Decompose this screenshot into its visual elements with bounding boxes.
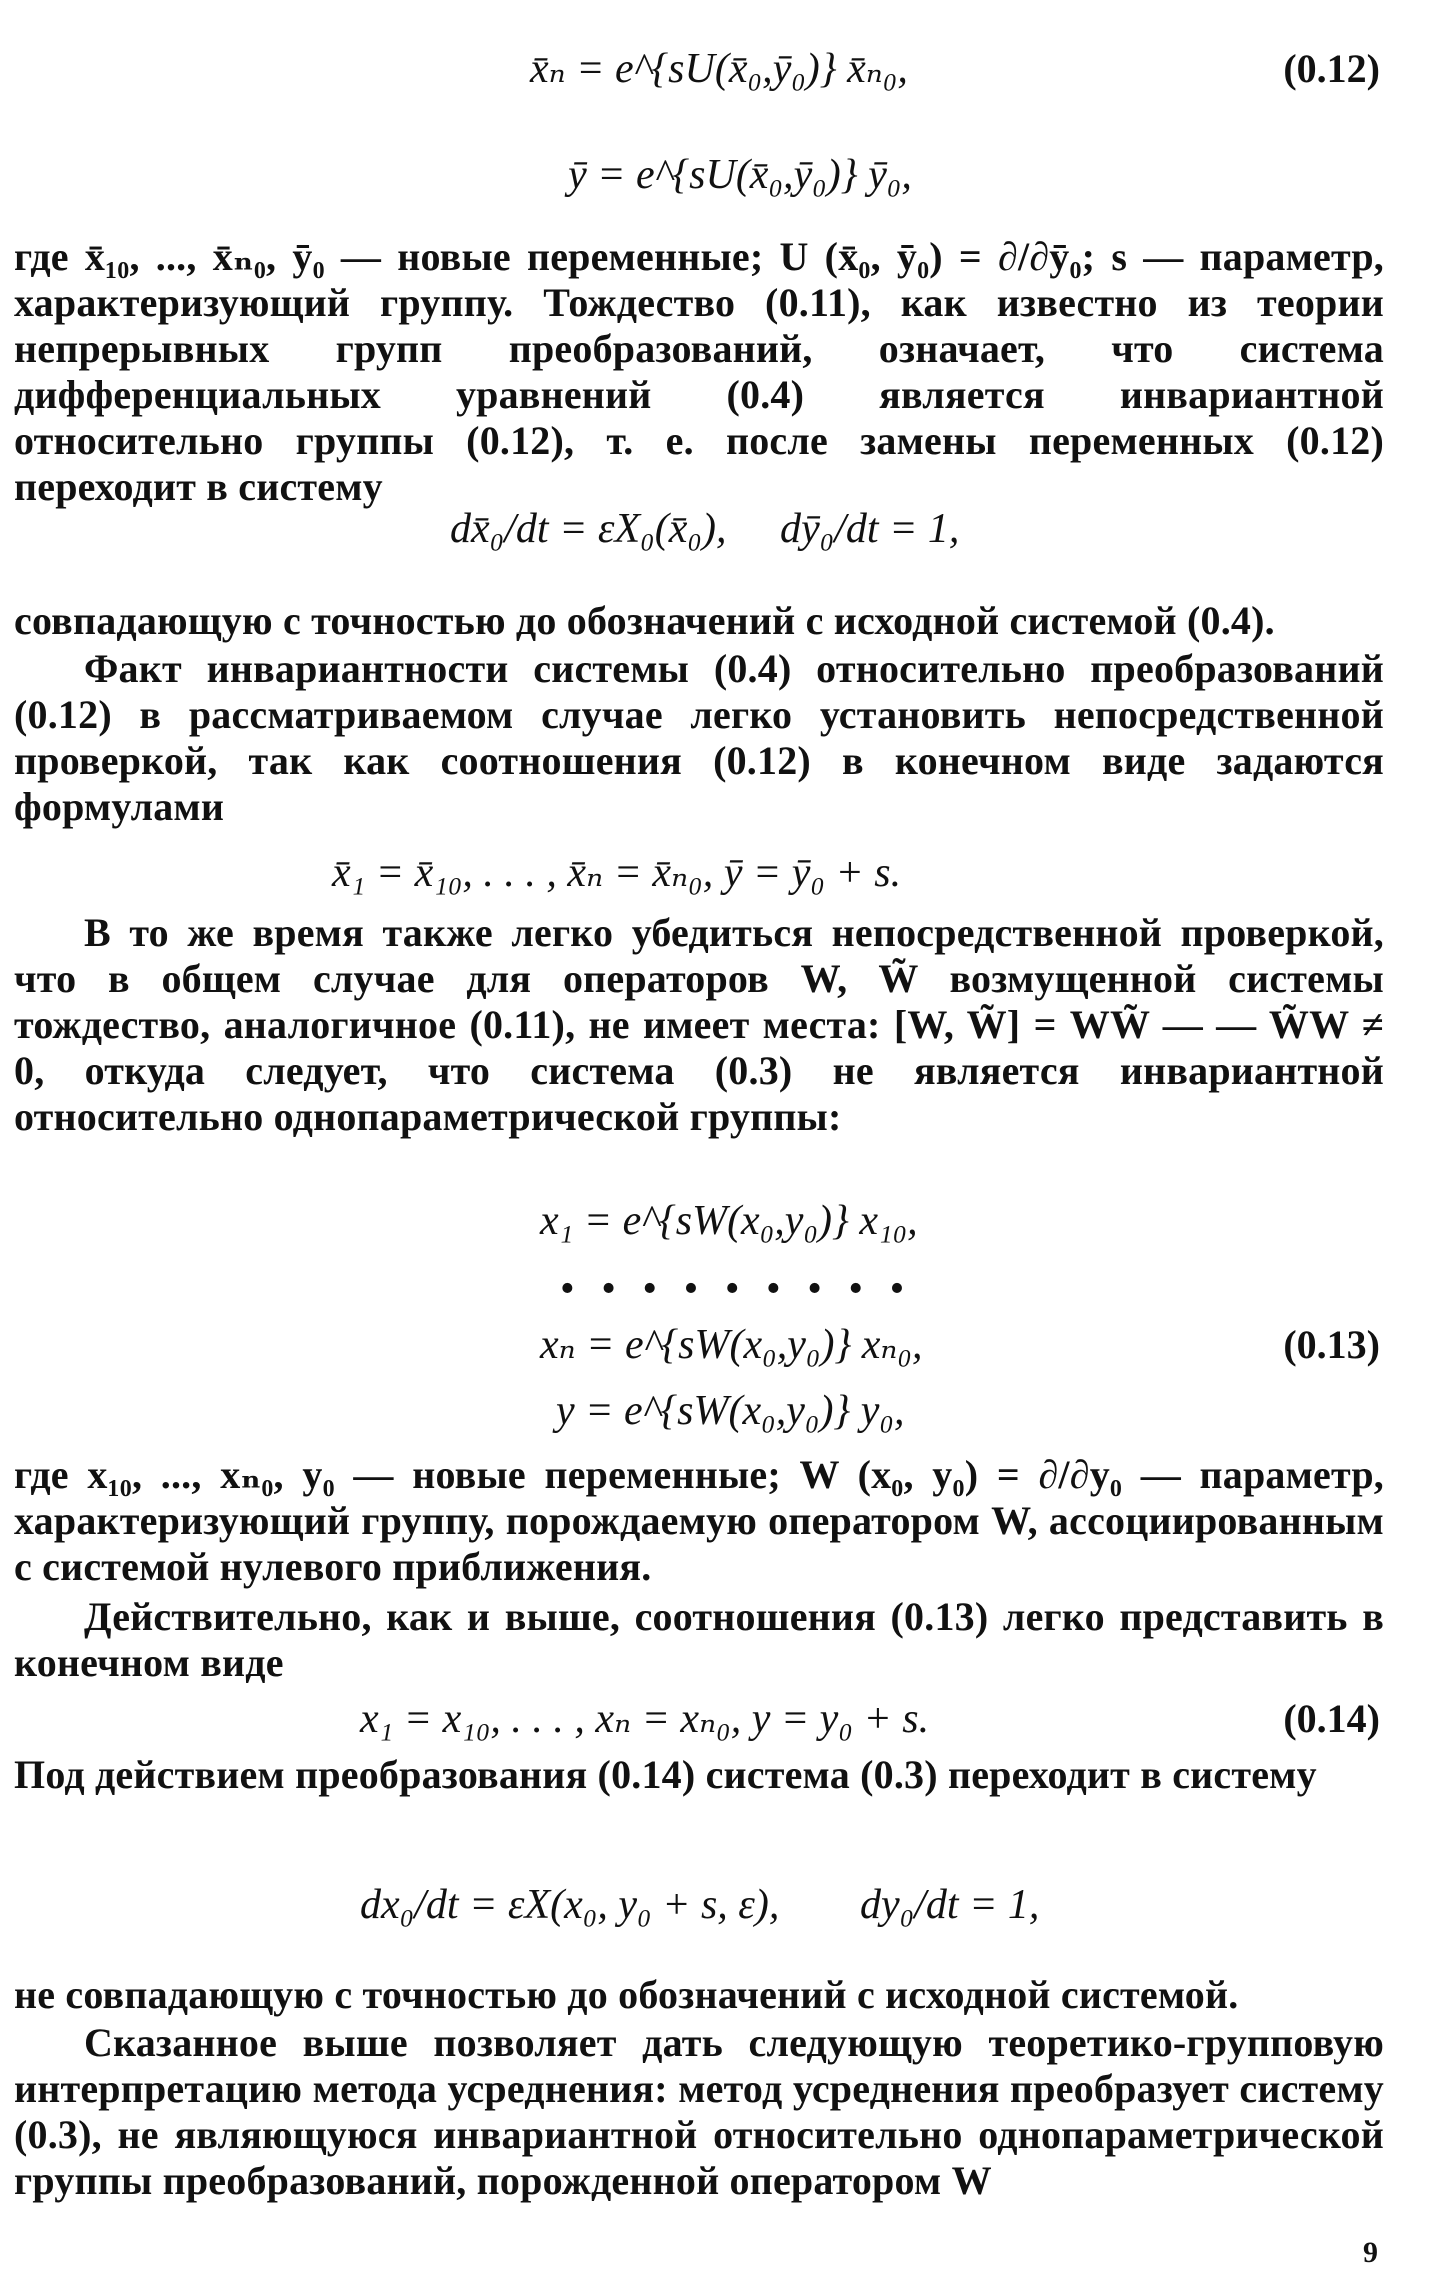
- paragraph-6: Действительно, как и выше, соотношения (0.13) легко представить в конечном виде: [14, 1594, 1384, 1685]
- equation-013-line2: xₙ = e^{sW(x₀,y₀)} xₙ₀,: [540, 1322, 923, 1368]
- equation-finite-form-a: x̄₁ = x̄₁₀, . . . , x̄ₙ = x̄ₙ₀, ȳ = ȳ₀ + s.: [332, 850, 902, 896]
- equation-012-line1: x̄ₙ = e^{sU(x̄₀,ȳ₀)} x̄ₙ₀,: [530, 46, 908, 92]
- equation-013-line3: y = e^{sW(x₀,y₀)} y₀,: [556, 1388, 905, 1434]
- paragraph-4: В то же время также легко убедиться непосредственной проверкой, что в общем случае для операторов W, W̃ возмущенной системы тождество, аналогичное (0.11), не имеет места: [W, W̃] = WW̃ — — W̃W ≠ 0, откуда следует, что система (0.3) не является инвариантной относительно однопараметрической группы:: [14, 910, 1384, 1139]
- equation-system-b-left: dx₀/dt = εX(x₀, y₀ + s, ε),: [360, 1882, 780, 1928]
- equation-012-label: (0.12): [1283, 46, 1380, 91]
- equation-014-label: (0.14): [1283, 1696, 1380, 1741]
- equation-013-label: (0.13): [1283, 1322, 1380, 1367]
- paragraph-7: Под действием преобразования (0.14) система (0.3) переходит в систему: [14, 1752, 1317, 1797]
- equation-system-a-left: dx̄₀/dt = εX₀(x̄₀),: [450, 506, 727, 552]
- paragraph-2: совпадающую с точностью до обозначений с исходной системой (0.4).: [14, 598, 1275, 643]
- equation-system-a-right: dȳ₀/dt = 1,: [780, 506, 960, 552]
- paragraph-3: Факт инвариантности системы (0.4) относительно преобразований (0.12) в рассматриваемом случае легко установить непосредственной проверкой, так как соотношения (0.12) в конечном виде задаются формулами: [14, 646, 1384, 829]
- equation-system-b-right: dy₀/dt = 1,: [860, 1882, 1040, 1928]
- equation-013-line1: x₁ = e^{sW(x₀,y₀)} x₁₀,: [540, 1198, 918, 1244]
- paragraph-5: где x₁₀, ..., xₙ₀, y₀ — новые переменные; W (x₀, y₀) = ∂/∂y₀ — параметр, характеризующий группу, порождаемую оператором W, ассоциированным с системой нулевого приближения.: [14, 1452, 1384, 1589]
- paragraph-8: не совпадающую с точностью до обозначений с исходной системой.: [14, 1972, 1239, 2017]
- equation-014: x₁ = x₁₀, . . . , xₙ = xₙ₀, y = y₀ + s.: [360, 1696, 930, 1742]
- equation-013-dots: • • • • • • • • •: [560, 1266, 913, 1312]
- equation-012-line2: ȳ = e^{sU(x̄₀,ȳ₀)} ȳ₀,: [568, 152, 912, 198]
- paragraph-1: где x̄₁₀, ..., x̄ₙ₀, ȳ₀ — новые переменные; U (x̄₀, ȳ₀) = ∂/∂ȳ₀; s — параметр, характеризующий группу. Тождество (0.11), как известно из теории непрерывных групп преобразований, означает, что система дифференциальных уравнений (0.4) является инвариантной относительно группы (0.12), т. е. после замены переменных (0.12) переходит в систему: [14, 234, 1384, 509]
- page-number: 9: [1363, 2236, 1378, 2269]
- paragraph-9: Сказанное выше позволяет дать следующую теоретико-групповую интерпретацию метода усреднения: метод усреднения преобразует систему (0.3), не являющуюся инвариантной относительно однопараметрической группы преобразований, порожденной оператором W: [14, 2020, 1384, 2203]
